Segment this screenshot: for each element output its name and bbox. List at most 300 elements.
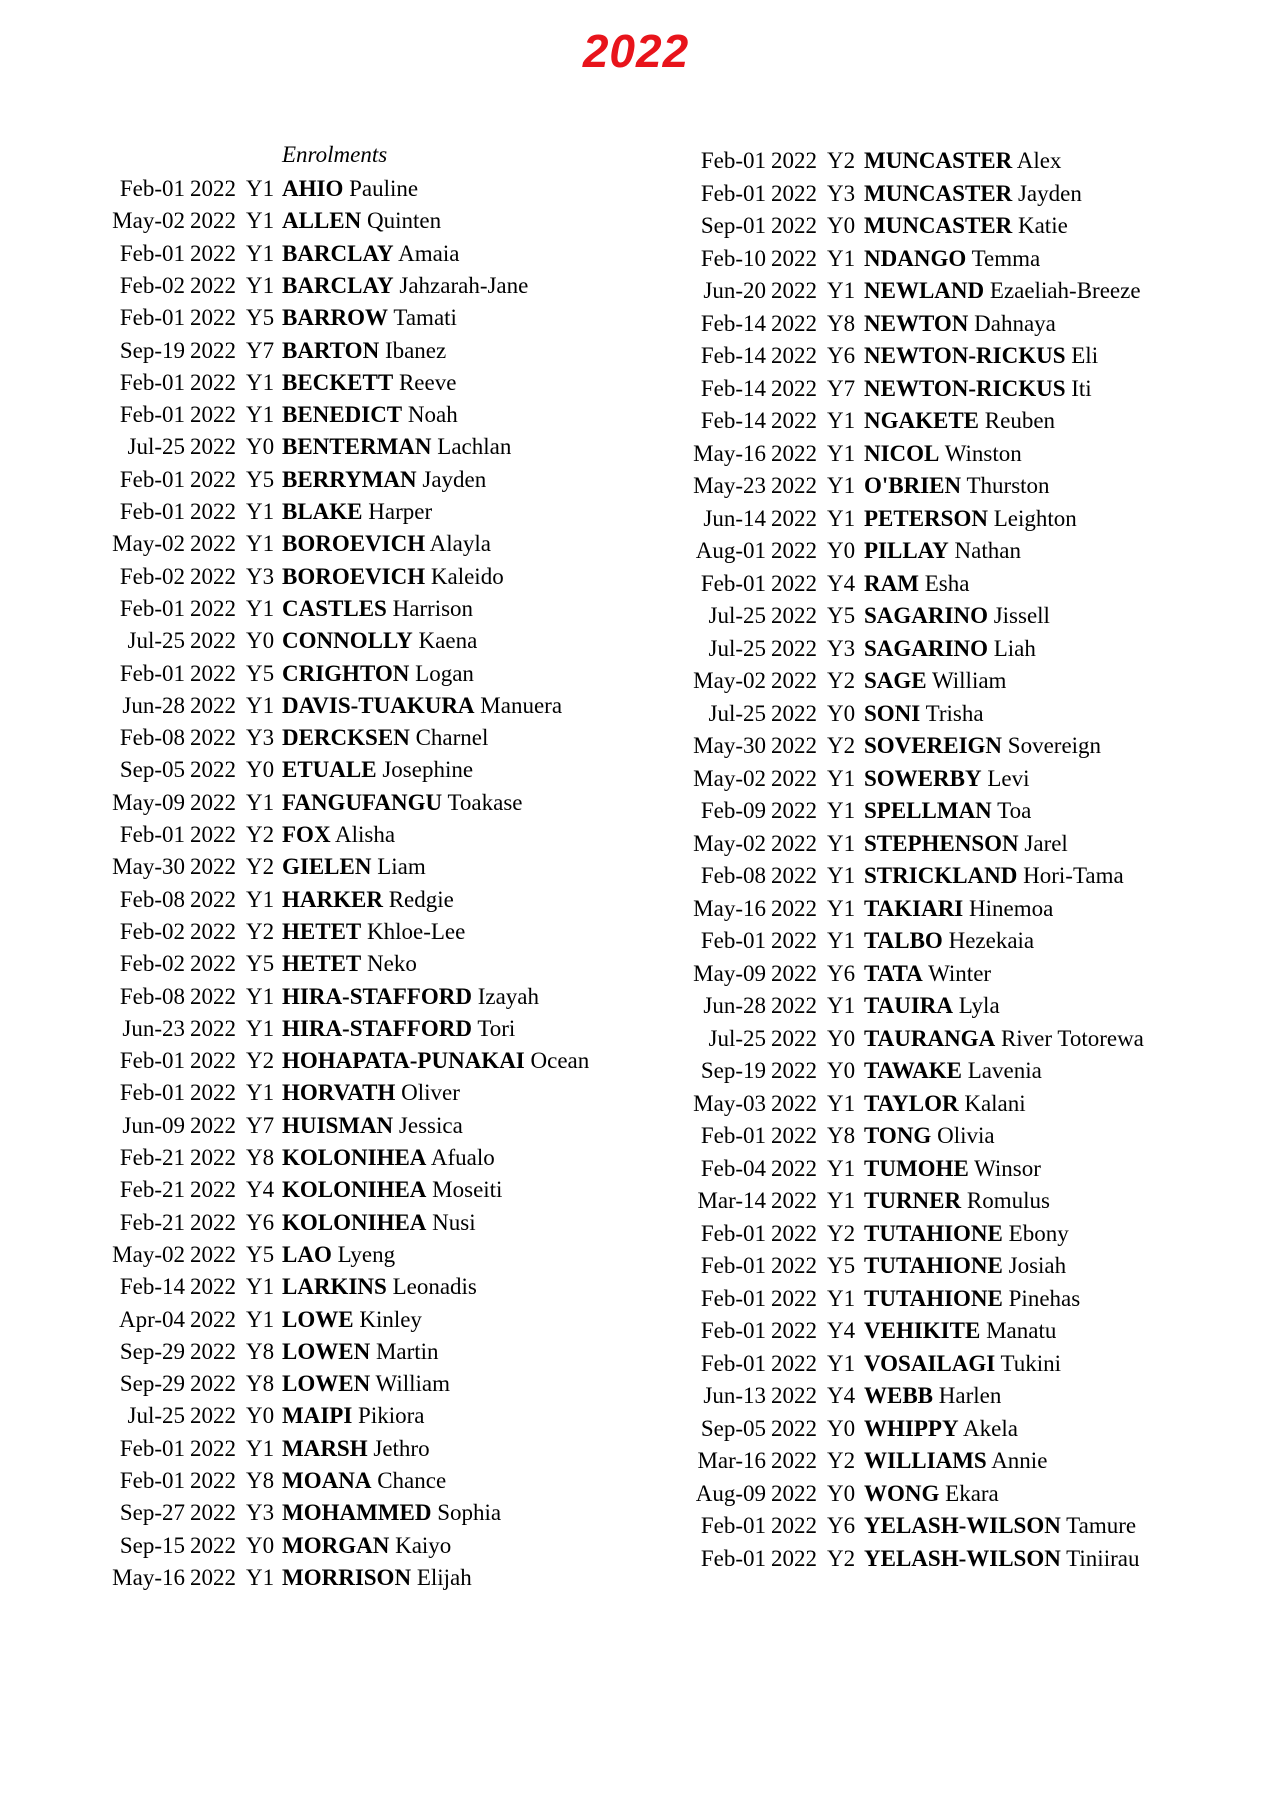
enrolment-date: Feb-01 [700,1253,766,1278]
year-level: Y3 [827,635,856,661]
student-given-name: Elijah [416,1564,472,1590]
enrolment-year: 2022 [190,240,236,266]
student-name [282,367,456,399]
student-given-name: Lyeng [337,1241,396,1267]
student-given-name: Harlen [938,1383,1002,1408]
student-name [864,1120,995,1152]
enrolment-year: 2022 [190,531,236,557]
year-level: Y1 [246,240,275,266]
enrolment-year: 2022 [771,343,817,368]
enrolment-row [0,1530,640,1562]
enrolment-row [640,1153,1272,1185]
enrolment-year: 2022 [771,375,817,401]
student-name [282,884,454,916]
enrolment-year: 2022 [190,1500,236,1526]
enrolment-year: 2022 [190,1371,236,1397]
enrolment-row [0,1400,640,1432]
student-surname: SOVEREIGN [864,733,1003,758]
enrolment-year: 2022 [190,1048,236,1074]
student-name [864,178,1082,210]
enrolment-year: 2022 [190,789,236,815]
enrolment-row [640,1445,1272,1477]
student-given-name: Afualo [430,1145,495,1170]
enrolment-date: Jun-14 [703,505,766,531]
student-surname: CASTLES [282,595,387,621]
student-name [282,851,426,883]
enrolment-row [0,302,640,334]
student-given-name: Ebony [1008,1220,1069,1246]
enrolment-row [0,335,640,367]
student-name [282,625,477,657]
enrolment-date: Sep-05 [119,757,185,783]
enrolment-year: 2022 [190,466,236,492]
student-given-name: Tiniirau [1066,1545,1140,1571]
student-name [864,535,1021,567]
enrolment-row [640,1380,1272,1412]
student-given-name: Winsor [974,1155,1041,1181]
enrolment-row [0,948,640,980]
enrolment-year: 2022 [190,434,236,460]
student-name [282,1562,472,1594]
enrolment-row [640,1250,1272,1282]
student-surname: SOWERBY [864,765,982,791]
student-given-name: Ocean [530,1048,590,1074]
student-surname: FOX [282,822,331,847]
enrolment-date: Aug-09 [695,1480,766,1506]
student-name [864,243,1040,275]
student-surname: TAWAKE [864,1058,962,1083]
year-level: Y2 [827,1448,856,1473]
enrolment-row [640,1315,1272,1347]
student-surname: HOHAPATA-PUNAKAI [282,1048,525,1074]
student-given-name: Jahzarah-Jane [399,272,529,298]
enrolment-date: Feb-04 [700,1155,766,1181]
student-given-name: Trisha [925,700,984,726]
enrolment-date: Feb-08 [119,983,185,1009]
student-name [864,1088,1026,1120]
student-surname: SPELLMAN [864,798,992,823]
year-level: Y1 [246,1564,275,1590]
year-level: Y1 [827,798,856,823]
student-given-name: Alayla [429,531,491,557]
student-surname: BARROW [282,305,389,331]
student-surname: BENEDICT [282,402,403,428]
year-level: Y2 [246,1048,275,1074]
enrolment-row [0,819,640,851]
enrolment-row [640,275,1272,307]
enrolment-year: 2022 [190,1338,236,1364]
enrolment-year: 2022 [771,1415,817,1441]
enrolment-year: 2022 [190,918,236,944]
student-name [282,1465,446,1497]
enrolment-row [640,1283,1272,1315]
student-surname: HETET [282,918,362,944]
student-surname: ETUALE [282,757,377,783]
student-given-name: Redgie [388,886,454,912]
student-name [282,335,446,367]
student-surname: WONG [864,1480,940,1506]
year-level: Y2 [827,668,856,693]
student-surname: MUNCASTER [864,180,1013,206]
enrolment-year: 2022 [771,960,817,986]
enrolment-date: Feb-10 [700,245,766,271]
enrolment-year: 2022 [190,1468,236,1493]
enrolment-date: Jul-25 [127,434,185,460]
enrolment-row [640,633,1272,665]
enrolment-year: 2022 [771,408,817,433]
student-name [864,1348,1061,1380]
enrolment-year: 2022 [190,499,236,524]
enrolment-date: Feb-14 [700,310,766,336]
student-surname: NEWTON [864,310,969,336]
enrolment-date: Jun-09 [122,1112,185,1138]
enrolment-row [640,665,1272,697]
enrolment-date: Feb-01 [119,240,185,266]
student-given-name: Winston [944,440,1022,466]
enrolment-date: May-16 [693,440,766,466]
enrolment-year: 2022 [771,603,817,628]
student-name [282,302,457,334]
enrolment-date: Jun-20 [703,278,766,303]
student-name [282,399,458,431]
year-level: Y1 [827,1188,856,1213]
enrolment-date: Jul-25 [127,628,185,654]
enrolment-date: May-30 [112,854,185,880]
student-surname: MUNCASTER [864,148,1013,173]
student-given-name: Nusi [432,1209,476,1235]
student-name [864,893,1053,925]
student-name [282,690,562,722]
enrolment-year: 2022 [771,830,817,856]
section-heading: Enrolments [282,142,388,167]
enrolment-row [0,1368,640,1400]
enrolment-year: 2022 [771,148,817,173]
enrolment-year: 2022 [771,1545,817,1571]
student-name [864,763,1030,795]
enrolment-row [0,593,640,625]
student-name [864,308,1056,340]
enrolment-row [0,1142,640,1174]
year-level: Y3 [827,180,856,206]
student-surname: NDANGO [864,245,967,271]
enrolment-date: Sep-29 [119,1371,185,1397]
year-level: Y0 [827,1025,856,1051]
enrolment-row [640,1510,1272,1542]
year-level: Y2 [246,854,275,880]
student-name [282,819,395,851]
enrolment-row [640,925,1272,957]
enrolment-date: Sep-19 [700,1058,766,1083]
student-given-name: Chance [377,1468,447,1493]
enrolment-row [640,763,1272,795]
year-level: Y8 [827,310,856,336]
year-level: Y0 [827,1058,856,1083]
student-name [864,1153,1041,1185]
student-given-name: Toakase [447,789,523,815]
student-given-name: Oliver [401,1080,460,1106]
enrolment-year: 2022 [190,1435,236,1461]
student-surname: TUTAHIONE [864,1220,1003,1246]
student-given-name: Jayden [422,466,487,492]
student-surname: HIRA-STAFFORD [282,1015,472,1041]
year-level: Y0 [246,628,275,654]
enrolment-year: 2022 [190,628,236,654]
student-surname: NICOL [864,440,940,466]
enrolment-year: 2022 [190,886,236,912]
year-level: Y1 [246,886,275,912]
student-surname: FANGUFANGU [282,789,443,815]
year-level: Y1 [827,928,856,953]
student-surname: BERRYMAN [282,466,417,492]
student-given-name: Ezaeliah-Breeze [989,278,1141,303]
student-surname: CONNOLLY [282,628,413,654]
student-name [282,787,523,819]
year-level: Y0 [827,538,856,563]
student-name [282,1045,589,1077]
enrolment-year: 2022 [771,993,817,1018]
year-level: Y1 [827,245,856,271]
student-surname: HARKER [282,886,383,912]
student-surname: BOROEVICH [282,531,426,557]
student-name [864,600,1050,632]
student-name [282,1497,501,1529]
student-given-name: Khloe-Lee [367,918,466,944]
year-level: Y6 [246,1209,275,1235]
enrolment-date: Jun-23 [122,1015,185,1041]
enrolment-year: 2022 [771,635,817,661]
enrolment-row [0,1077,640,1109]
enrolment-row [640,1218,1272,1250]
enrolment-row [0,1045,640,1077]
student-name [864,210,1068,242]
enrolment-year: 2022 [771,1253,817,1278]
enrolment-row [640,1413,1272,1445]
student-given-name: Harper [368,499,433,524]
year-level: Y0 [827,1480,856,1506]
enrolment-date: Feb-01 [700,928,766,953]
student-given-name: Romulus [966,1188,1050,1213]
year-level: Y1 [827,1350,856,1376]
year-level: Y8 [827,1123,856,1148]
enrolment-date: Jul-25 [708,635,766,661]
student-given-name: Annie [991,1448,1048,1473]
enrolment-year: 2022 [190,692,236,718]
student-surname: STRICKLAND [864,863,1018,888]
student-name [864,1445,1047,1477]
enrolment-year: 2022 [190,208,236,234]
student-name [282,1304,422,1336]
enrolment-date: Jun-13 [703,1383,766,1408]
year-level: Y8 [246,1145,275,1170]
year-level: Y1 [246,531,275,557]
enrolment-year: 2022 [771,440,817,466]
student-given-name: Lavenia [967,1058,1042,1083]
student-given-name: Amaia [398,240,460,266]
enrolment-year: 2022 [190,757,236,783]
enrolment-date: Feb-01 [119,305,185,331]
enrolment-year: 2022 [190,1177,236,1203]
enrolment-date: Feb-14 [700,408,766,433]
student-given-name: Lyla [958,993,1000,1018]
enrolment-date: Jul-25 [708,1025,766,1051]
student-name [282,431,511,463]
student-given-name: Manatu [986,1318,1057,1343]
enrolment-date: May-02 [112,208,185,234]
enrolment-date: May-09 [112,789,185,815]
student-given-name: Alisha [335,822,396,847]
year-level: Y2 [827,148,856,173]
year-level: Y0 [246,434,275,460]
student-surname: DERCKSEN [282,725,410,751]
student-given-name: Tamati [393,305,457,331]
enrolment-row [0,561,640,593]
enrolment-year: 2022 [190,1274,236,1300]
enrolment-date: Feb-01 [119,822,185,847]
enrolment-row [0,851,640,883]
enrolment-date: Feb-01 [119,660,185,686]
enrolment-date: Feb-02 [119,563,185,589]
enrolment-row [0,1207,640,1239]
year-level: Y0 [827,213,856,238]
enrolment-year: 2022 [771,1090,817,1116]
student-given-name: Kalani [964,1090,1026,1116]
enrolment-date: Feb-01 [119,1048,185,1074]
enrolment-year: 2022 [190,854,236,880]
year-level: Y1 [246,1435,275,1461]
student-name [282,270,528,302]
student-name [864,1023,1144,1055]
student-name [282,1013,515,1045]
student-given-name: Jethro [373,1435,430,1461]
student-given-name: Temma [971,245,1041,271]
enrolment-date: Feb-14 [700,375,766,401]
enrolment-year: 2022 [771,733,817,758]
student-surname: AHIO [282,176,344,201]
student-given-name: Olivia [937,1123,995,1148]
enrolment-row [640,1088,1272,1120]
year-level: Y1 [827,993,856,1018]
student-given-name: River Totorewa [1000,1025,1144,1051]
enrolment-row [0,981,640,1013]
student-name [864,1315,1056,1347]
enrolment-date: Feb-08 [700,863,766,888]
student-name [864,665,1006,697]
year-level: Y1 [246,983,275,1009]
enrolment-year: 2022 [771,213,817,238]
student-name [864,145,1061,177]
enrolment-year: 2022 [771,700,817,726]
enrolment-row [0,431,640,463]
enrolment-date: Feb-09 [700,798,766,823]
student-surname: TUTAHIONE [864,1285,1003,1311]
year-level: Y1 [246,402,275,428]
enrolment-date: Feb-01 [119,595,185,621]
student-given-name: Ekara [945,1480,999,1506]
enrolment-row [0,173,640,205]
student-surname: WHIPPY [864,1415,959,1441]
student-given-name: William [375,1371,450,1397]
student-given-name: Hinemoa [969,895,1054,921]
student-surname: TALBO [864,928,943,953]
student-given-name: Iti [1071,375,1092,401]
student-surname: KOLONIHEA [282,1177,427,1203]
enrolment-row [0,1239,640,1271]
enrolment-year: 2022 [190,1306,236,1332]
year-level: Y1 [246,272,275,298]
student-given-name: Logan [415,660,474,686]
enrolment-year: 2022 [771,1058,817,1083]
year-level: Y0 [246,1403,275,1429]
student-surname: O'BRIEN [864,473,962,498]
year-level: Y1 [246,595,275,621]
enrolment-row [0,1013,640,1045]
year-level: Y1 [827,1155,856,1181]
enrolment-row [640,860,1272,892]
enrolment-row [0,1336,640,1368]
student-surname: DAVIS-TUAKURA [282,692,475,718]
student-name [282,1271,477,1303]
enrolment-date: Feb-01 [700,1513,766,1538]
enrolment-row [0,1271,640,1303]
student-given-name: Quinten [367,208,442,234]
enrolment-row [640,1023,1272,1055]
enrolment-date: Feb-01 [119,1468,185,1493]
enrolment-row [0,884,640,916]
student-surname: BOROEVICH [282,563,426,589]
student-given-name: Jayden [1017,180,1082,206]
year-level: Y2 [827,1220,856,1246]
enrolment-row [0,528,640,560]
student-given-name: Martin [375,1338,439,1364]
enrolment-row [640,958,1272,990]
enrolment-year: 2022 [190,1241,236,1267]
enrolment-date: Feb-01 [119,176,185,201]
enrolment-year: 2022 [771,798,817,823]
student-given-name: Noah [407,402,458,428]
enrolment-date: May-02 [693,668,766,693]
student-name [282,658,474,690]
year-level: Y7 [246,1112,275,1138]
student-given-name: Tukini [1000,1350,1062,1376]
student-name [282,1239,395,1271]
year-level: Y8 [246,1468,275,1493]
enrolment-year: 2022 [190,822,236,847]
enrolment-date: Feb-01 [700,1285,766,1311]
student-name [864,470,1050,502]
student-given-name: Liah [993,635,1036,661]
enrolment-date: Feb-08 [119,725,185,751]
enrolment-year: 2022 [771,1513,817,1538]
student-given-name: Katie [1017,213,1068,238]
enrolment-year: 2022 [771,668,817,693]
enrolment-year: 2022 [771,1025,817,1051]
student-given-name: Pinehas [1008,1285,1081,1311]
student-surname: TAURANGA [864,1025,996,1051]
year-level: Y5 [246,660,275,686]
enrolment-year: 2022 [190,402,236,428]
student-name [864,438,1022,470]
enrolment-date: Feb-21 [119,1177,185,1203]
enrolment-row [0,690,640,722]
student-name [864,828,1068,860]
enrolment-row [640,795,1272,827]
enrolment-date: Feb-02 [119,272,185,298]
student-surname: CRIGHTON [282,660,410,686]
enrolment-date: Feb-01 [119,1435,185,1461]
student-surname: GIELEN [282,854,372,880]
enrolment-row [640,145,1272,177]
year-level: Y1 [246,789,275,815]
